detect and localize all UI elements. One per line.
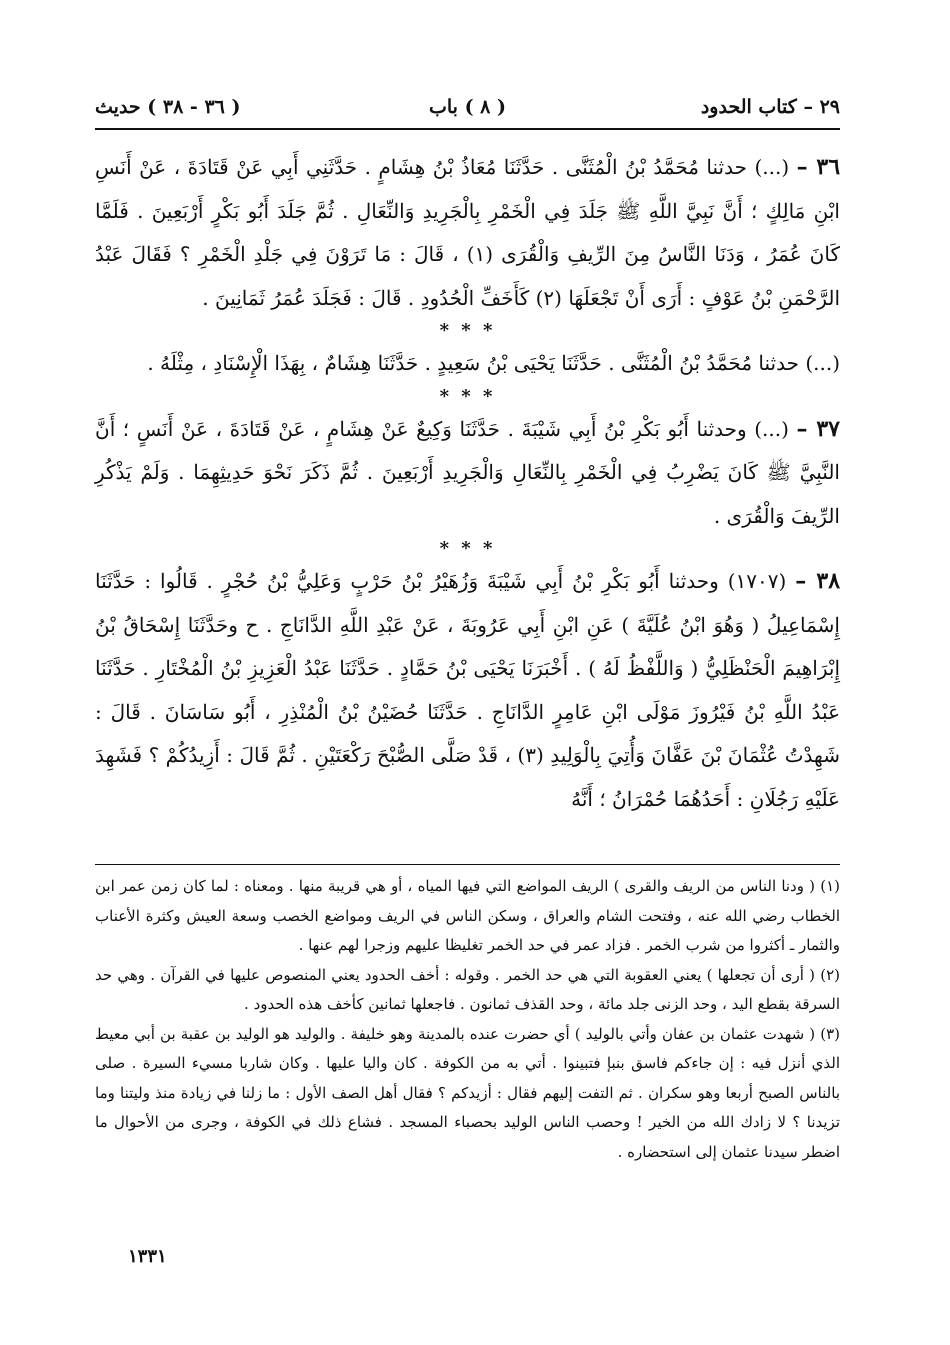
hadith-number: ٣٧ – <box>796 415 840 442</box>
footnote-2: (٢) ( أرى أن تجعلها ) يعني العقوبة التي هي حد الخمر . وقوله : أخف الحدود يعني المنصوص عليها في القرآن . وهي حد السرقة بقطع اليد ، وحد الزنى جلد مائة ، وحد القذف ثمانون . فاجعلها ثمانين كأخف هذه الحدود . <box>95 965 840 1013</box>
footnote-divider <box>95 864 840 865</box>
section-separator: * * * <box>439 320 496 341</box>
header-book-title: ٢٩ – كتاب الحدود <box>700 96 840 118</box>
running-header <box>95 92 840 126</box>
header-chapter: ( ٨ ) باب <box>428 96 507 118</box>
footnote-1: (١) ( ودنا الناس من الريف والقرى ) الريف المواضع التي فيها المياه ، أو هي قريبة منها . ومعناه : لما كان زمن عمر ابن الخطاب رضي الله عنه ، وفتحت الشام والعراق ، وسكن الناس في الريف ومواضع الخصب وسعة العيش وكثرة الأعناب والثمار ـ أكثروا من شرب الخمر . فزاد عمر في حد الخمر تغليظا عليهم وزجرا لهم عنها . <box>95 877 840 954</box>
section-separator: * * * <box>439 538 496 559</box>
hadith-36-variant <box>95 342 840 386</box>
header-hadith-range: ( ٣٦ - ٣٨ ) حديث <box>95 96 241 118</box>
hadith-37 <box>95 408 840 539</box>
main-text <box>95 146 840 821</box>
header-divider <box>95 128 840 130</box>
hadith-38 <box>95 560 840 821</box>
hadith-text: (...) حدثنا مُحَمَّدُ بْنُ الْمُثَنَّى . حَدَّثَنَا يَحْيَى بْنُ سَعِيدٍ . حَدَّثَنَا هِشَامٌ ، بِهَذَا الْإِسْنَادِ ، مِثْلَهُ . <box>147 351 840 375</box>
section-separator: * * * <box>439 385 496 407</box>
footnote-3: (٣) ( شهدت عثمان بن عفان وأتي بالوليد ) أي حضرت عنده بالمدينة وهو خليفة . والوليد هو الوليد بن عقبة بن أبي معيط الذي أنزل فيه : إن جاءكم فاسق بنبإ فتبينوا . أتي به من الكوفة . كان واليا عليها . وكان شاربا مسيء السيرة . صلى بالناس الصبح أربعا وهو سكران . ثم التفت إليهم فقال : أزيدكم ؟ فقال أهل الصف الأول : ما زلنا في زيادة منذ وليتنا وما تزيدنا ؟ لا زادك الله من الخير ! وحصب الناس الوليد بحصباء المسجد . فشاع ذلك في الكوفة ، وجرى من الأحوال ما اضطر سيدنا عثمان إلى استحضاره . <box>95 1024 840 1161</box>
hadith-36 <box>95 146 840 320</box>
hadith-text: (...) وحدثنا أَبُو بَكْرِ بْنُ أَبِي شَيْبَةَ . حَدَّثَنَا وَكِيعٌ عَنْ هِشَامٍ ، عَنْ قَتَادَةَ ، عَنْ أَنَسٍ ؛ أَنَّ النَّبِيَّ ﷺ كَانَ يَضْرِبُ فِي الْخَمْرِ بِالنِّعَالِ وَالْجَرِيدِ أَرْبَعِينَ . ثُمَّ ذَكَرَ نَحْوَ حَدِيثِهِمَا . وَلَمْ يَذْكُرِ الرِّيفَ وَالْقُرَى . <box>95 416 840 528</box>
hadith-number: ٣٦ – <box>796 154 841 180</box>
hadith-text: (...) حدثنا مُحَمَّدُ بْنُ الْمُثَنَّى . حَدَّثَنَا مُعَاذُ بْنُ هِشَامٍ . حَدَّثَنِي أَبِي عَنْ قَتَادَةَ ، عَنْ أَنَسِ ابْنِ مَالِكٍ ؛ أَنَّ نَبِيَّ اللَّهِ ﷺ جَلَدَ فِي الْخَمْرِ بِالْجَرِيدِ وَالنِّعَالِ . ثُمَّ جَلَدَ أَبُو بَكْرٍ أَرْبَعِينَ . فَلَمَّا كَانَ عُمَرُ ، وَدَنَا النَّاسُ مِنَ الرِّيفِ وَالْقُرَى (١) ، قَالَ : مَا تَرَوْنَ فِي جَلْدِ الْخَمْرِ ؟ فَقَالَ عَبْدُ الرَّحْمَنِ بْنُ عَوْفٍ : أَرَى أَنْ تَجْعَلَهَا (٢) كَأَخَفِّ الْحُدُودِ . قَالَ : فَجَلَدَ عُمَرُ ثَمَانِينَ . <box>95 155 840 310</box>
page-number: ١٣٣١ <box>128 1246 167 1267</box>
footnotes <box>95 872 840 1167</box>
hadith-number: ٣٨ – <box>795 568 841 594</box>
hadith-text: (١٧٠٧) وحدثنا أَبُو بَكْرِ بْنُ أَبِي شَيْبَةَ وَزُهَيْرُ بْنُ حَرْبٍ وَعَلِيُّ بْنُ حُجْرٍ . قَالُوا : حَدَّثَنَا إِسْمَاعِيلُ ( وَهُوَ ابْنُ عُلَيَّةَ ) عَنِ ابْنِ أَبِي عَرُوبَةَ ، عَنْ عَبْدِ اللَّهِ الدَّانَاجِ . ح وحَدَّثَنَا إِسْحَاقُ بْنُ إِبْرَاهِيمَ الْحَنْظَلِيُّ ( وَاللَّفْظُ لَهُ ) . أَخْبَرَنَا يَحْيَى بْنُ حَمَّادٍ . حَدَّثَنَا عَبْدُ الْعَزِيزِ بْنُ الْمُخْتَارِ . حَدَّثَنَا عَبْدُ اللَّهِ بْنُ فَيْرُوزَ مَوْلَى ابْنِ عَامِرٍ الدَّانَاجِ . حَدَّثَنَا حُضَيْنُ بْنُ الْمُنْذِرِ ، أَبُو سَاسَانَ . قَالَ : شَهِدْتُ عُثْمَانَ بْنَ عَفَّانَ وَأُتِيَ بِالْوَلِيدِ (٣) ، قَدْ صَلَّى الصُّبْحَ رَكْعَتَيْنِ . ثُمَّ قَالَ : أَزِيدُكُمْ ؟ فَشَهِدَ عَلَيْهِ رَجُلَانِ : أَحَدُهُمَا حُمْرَانُ ؛ أَنَّهُ <box>95 569 840 811</box>
